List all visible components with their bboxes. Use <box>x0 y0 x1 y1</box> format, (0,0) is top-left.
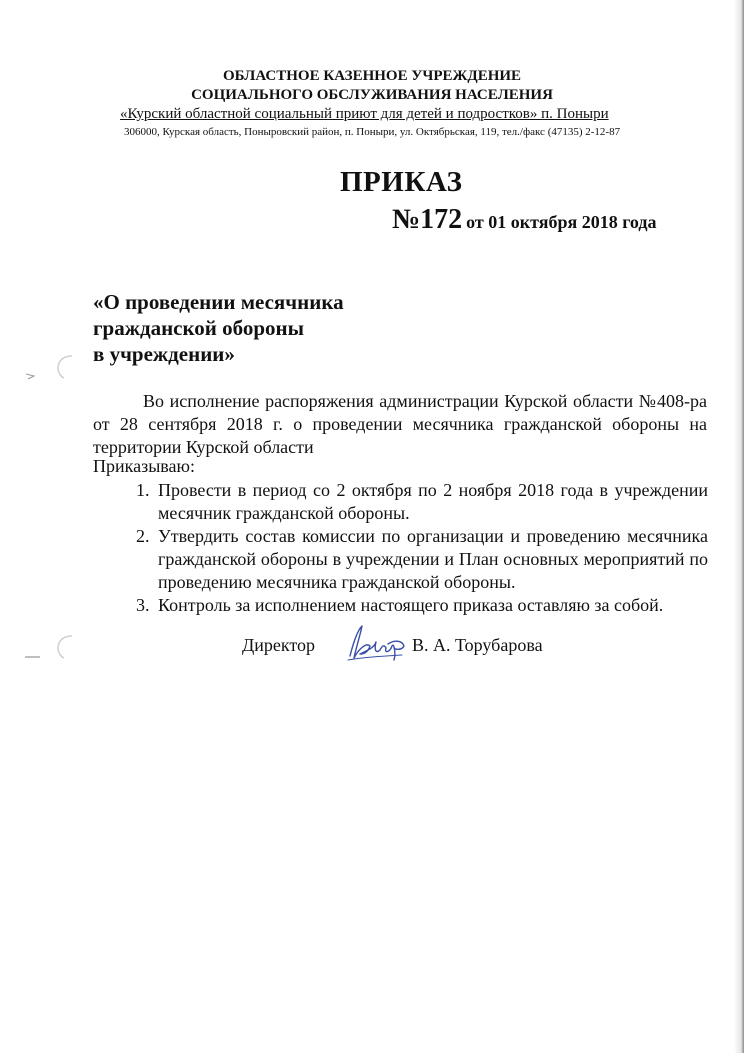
scan-speck <box>24 652 42 662</box>
order-item-number: 1. <box>136 480 150 500</box>
org-name-line-3: «Курский областной социальный приют для детей и подростков» п. Поныри <box>120 106 609 122</box>
org-name-line-1: ОБЛАСТНОЕ КАЗЕННОЕ УЧРЕЖДЕНИЕ <box>222 68 522 84</box>
subject-line-1: «О проведении месячника <box>93 290 344 314</box>
punch-hole-mark <box>52 352 76 380</box>
scan-edge-shadow <box>734 0 744 1053</box>
document-title: ПРИКАЗ <box>340 166 463 198</box>
order-item-number: 2. <box>136 526 150 546</box>
order-heading: Приказываю: <box>93 456 195 476</box>
order-item-number: 3. <box>136 595 150 615</box>
preamble-paragraph: Во исполнение распоряжения администрации Курской области №408-ра от 28 сентября 2018 г. о проведении месячника гражданской обороны на территории Курской области <box>93 391 707 457</box>
org-address: 306000, Курская область, Поныровский район, п. Поныри, ул. Октябрьская, 119, тел./факс (47135) 2-12-87 <box>124 126 621 138</box>
signatory-name: В. А. Торубарова <box>412 635 543 655</box>
order-item-text: Контроль за исполнением настоящего приказа оставляю за собой. <box>158 595 664 615</box>
signatory-role: Директор <box>242 635 316 655</box>
order-item-text: Провести в период со 2 октября по 2 ноября 2018 года в учреждении месячник гражданской обороны. <box>158 480 708 523</box>
punch-hole-mark <box>52 632 76 660</box>
order-item <box>136 525 708 594</box>
order-items-list <box>136 479 708 617</box>
org-name-line-2: СОЦИАЛЬНОГО ОБСЛУЖИВАНИЯ НАСЕЛЕНИЯ <box>191 87 553 103</box>
document-date: от 01 октября 2018 года <box>466 212 657 232</box>
order-item <box>136 594 708 617</box>
order-item-text: Утвердить состав комиссии по организации и проведению месячника гражданской обороны в учреждении и План основных мероприятий по проведению месячника гражданской обороны. <box>158 526 708 592</box>
subject-line-3: в учреждении» <box>93 342 235 366</box>
document-subject <box>93 289 344 367</box>
document-number: №172 <box>392 204 463 235</box>
subject-line-2: гражданской обороны <box>93 316 305 340</box>
document-number-date <box>392 204 657 236</box>
order-item <box>136 479 708 525</box>
handwritten-signature <box>344 620 408 666</box>
document-body <box>93 390 707 459</box>
scan-speck <box>24 370 36 382</box>
